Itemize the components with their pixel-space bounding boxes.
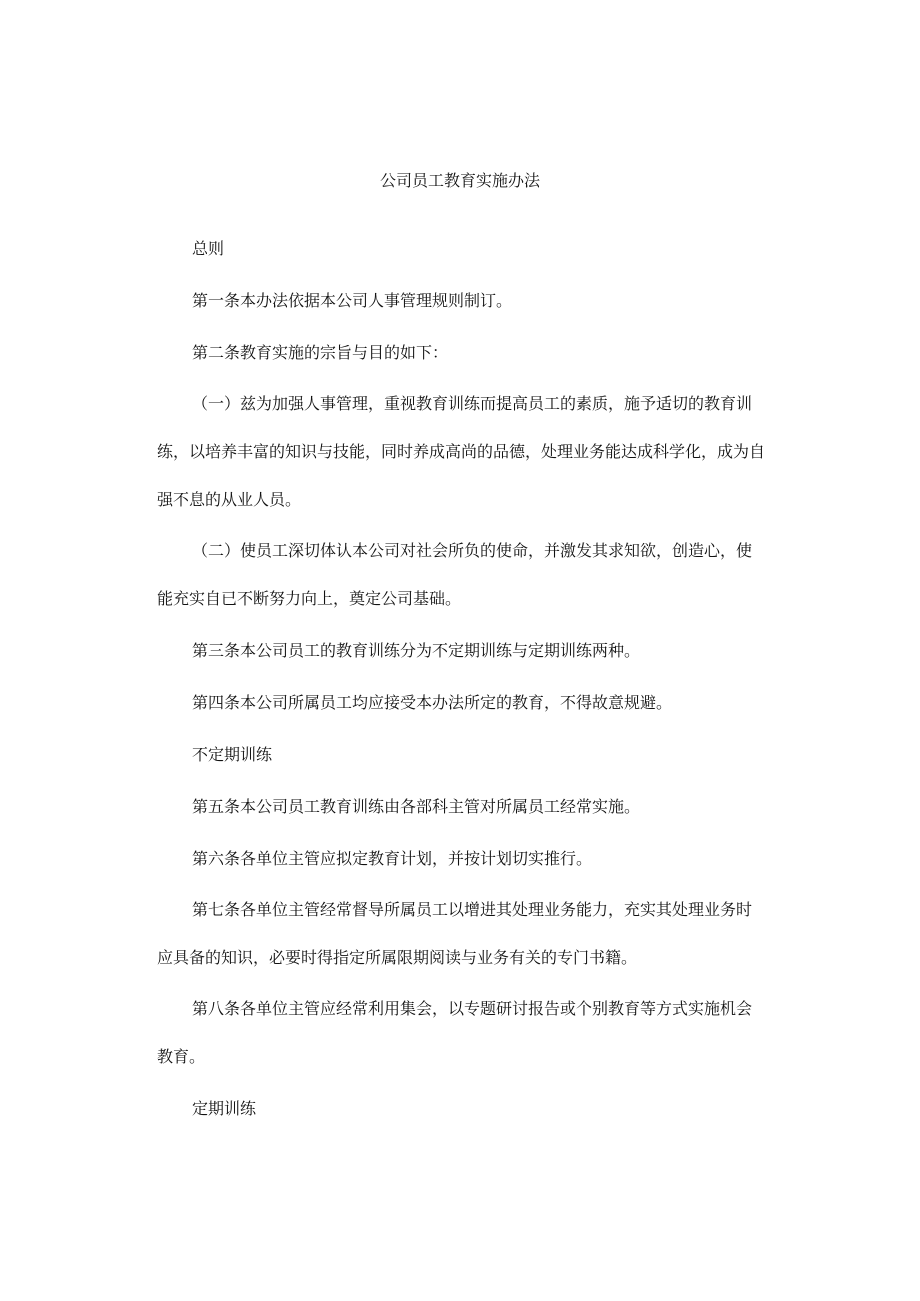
article-7: 第七条各单位主管经常督导所属员工以增进其处理业务能力，充实其处理业务时应具备的知识，必要时得指定所属限期阅读与业务有关的专门书籍。 xyxy=(157,900,753,967)
document-body xyxy=(157,236,767,1148)
section-heading-irregular-training: 不定期训练 xyxy=(192,745,273,764)
document-title: 公司员工教育实施办法 xyxy=(379,171,540,190)
article-2-item-2: （二）使员工深切体认本公司对社会所负的使命，并激发其求知欲，创造心，使能充实自已不断努力向上，奠定公司基础。 xyxy=(157,541,753,608)
article-3: 第三条本公司员工的教育训练分为不定期训练与定期训练两种。 xyxy=(192,641,641,660)
article-2: 第二条教育实施的宗旨与目的如下： xyxy=(192,343,449,362)
article-6: 第六条各单位主管应拟定教育计划，并按计划切实推行。 xyxy=(192,849,593,868)
section-heading-general: 总则 xyxy=(192,239,225,258)
section-heading-regular-training: 定期训练 xyxy=(192,1099,257,1118)
article-4: 第四条本公司所属员工均应接受本办法所定的教育，不得故意规避。 xyxy=(192,693,673,712)
article-5: 第五条本公司员工教育训练由各部科主管对所属员工经常实施。 xyxy=(192,797,641,816)
article-2-item-1: （一）兹为加强人事管理，重视教育训练而提高员工的素质，施予适切的教育训练，以培养丰富的知识与技能，同时养成高尚的品德，处理业务能达成科学化，成为自强不息的从业人员。 xyxy=(157,394,766,509)
article-1: 第一条本办法依据本公司人事管理规则制订。 xyxy=(192,291,513,310)
article-8: 第八条各单位主管应经常利用集会，以专题研讨报告或个别教育等方式实施机会教育。 xyxy=(157,999,753,1066)
